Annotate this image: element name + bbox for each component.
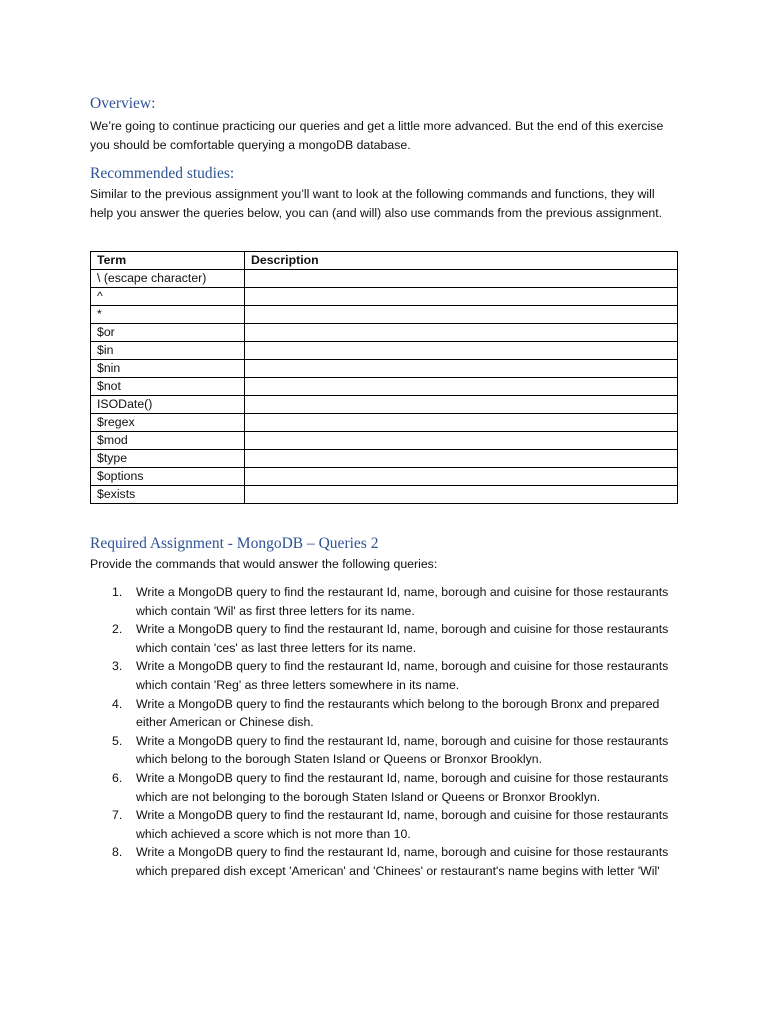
table-row: [91, 342, 678, 360]
list-item: [90, 843, 670, 880]
assignment-instructions: Provide the commands that would answer the following queries:: [90, 557, 438, 571]
description-cell: [245, 378, 678, 396]
table-header-row: [91, 252, 678, 270]
list-item-text: Write a MongoDB query to find the restaurant Id, name, borough and cuisine for those restaurants which contain 'ces' as last three letters for its name.: [136, 622, 669, 655]
description-column-header: Description: [245, 252, 678, 270]
list-item: [90, 695, 670, 732]
list-item-number: 6.: [112, 770, 123, 785]
overview-paragraph: We’re going to continue practicing our queries and get a little more advanced. But the end of this exercise you should be comfortable querying a mongoDB database.: [90, 119, 664, 152]
term-cell: $type: [91, 450, 245, 468]
table-row: [91, 378, 678, 396]
description-cell: [245, 324, 678, 342]
table-row: [91, 396, 678, 414]
description-cell: [245, 306, 678, 324]
required-assignment-heading: Required Assignment - MongoDB – Queries 2: [90, 535, 379, 552]
table-row: [91, 288, 678, 306]
list-item-number: 8.: [112, 845, 123, 860]
recommended-studies-heading: Recommended studies:: [90, 165, 235, 182]
term-cell: ISODate(): [91, 396, 245, 414]
description-cell: [245, 270, 678, 288]
term-cell: ^: [91, 288, 245, 306]
term-cell: $options: [91, 468, 245, 486]
overview-heading: Overview:: [90, 95, 156, 112]
list-item: [90, 732, 670, 769]
list-item: [90, 769, 670, 806]
list-item-text: Write a MongoDB query to find the restaurant Id, name, borough and cuisine for those restaurants which achieved a score which is not more than 10.: [136, 808, 669, 841]
term-cell: $mod: [91, 432, 245, 450]
table-row: [91, 414, 678, 432]
list-item-number: 4.: [112, 696, 123, 711]
query-list: [90, 583, 670, 881]
list-item-text: Write a MongoDB query to find the restaurant Id, name, borough and cuisine for those restaurants which are not belonging to the borough Staten Island or Queens or Bronxor Brooklyn.: [136, 770, 669, 804]
description-cell: [245, 288, 678, 306]
list-item-text: Write a MongoDB query to find the restaurant Id, name, borough and cuisine for those restaurants which contain 'Reg' as three letters somewhere in its name.: [136, 659, 669, 692]
description-cell: [245, 342, 678, 360]
description-cell: [245, 360, 678, 378]
list-item-text: Write a MongoDB query to find the restaurants which belong to the borough Bronx and prepared either American or Chinese dish.: [136, 696, 660, 730]
list-item-text: Write a MongoDB query to find the restaurant Id, name, borough and cuisine for those restaurants which prepared dish except 'American' and 'Chinees' or restaurant's name begins with letter 'Wil': [136, 845, 669, 878]
list-item: [90, 620, 670, 657]
description-cell: [245, 468, 678, 486]
list-item-number: 2.: [112, 622, 123, 637]
term-cell: $nin: [91, 360, 245, 378]
list-item-text: Write a MongoDB query to find the restaurant Id, name, borough and cuisine for those restaurants which belong to the borough Staten Island or Queens or Bronxor Brooklyn.: [136, 733, 669, 767]
list-item-number: 5.: [112, 733, 123, 748]
list-item-number: 1.: [112, 585, 123, 599]
list-item: [90, 657, 670, 694]
table-row: [91, 486, 678, 504]
list-item-number: 3.: [112, 659, 123, 674]
term-cell: $exists: [91, 486, 245, 504]
term-cell: $regex: [91, 414, 245, 432]
list-item-number: 7.: [112, 808, 123, 823]
list-item: [90, 583, 670, 620]
term-cell: $in: [91, 342, 245, 360]
terms-table: [90, 251, 678, 504]
list-item-text: Write a MongoDB query to find the restaurant Id, name, borough and cuisine for those restaurants which contain 'Wil' as first three letters for its name.: [136, 585, 669, 618]
description-cell: [245, 414, 678, 432]
term-column-header: Term: [91, 252, 245, 270]
term-cell: $not: [91, 378, 245, 396]
terms-table-body: [91, 270, 678, 504]
description-cell: [245, 432, 678, 450]
table-row: [91, 270, 678, 288]
table-row: [91, 468, 678, 486]
description-cell: [245, 396, 678, 414]
list-item: [90, 806, 670, 843]
table-row: [91, 306, 678, 324]
description-cell: [245, 486, 678, 504]
term-cell: $or: [91, 324, 245, 342]
table-row: [91, 432, 678, 450]
term-cell: *: [91, 306, 245, 324]
table-row: [91, 324, 678, 342]
table-row: [91, 450, 678, 468]
term-cell: \ (escape character): [91, 270, 245, 288]
description-cell: [245, 450, 678, 468]
recommended-studies-paragraph: Similar to the previous assignment you’ll want to look at the following commands and functions, they will help you answer the queries below, you can (and will) also use commands from the previous assignment.: [90, 187, 663, 220]
table-row: [91, 360, 678, 378]
